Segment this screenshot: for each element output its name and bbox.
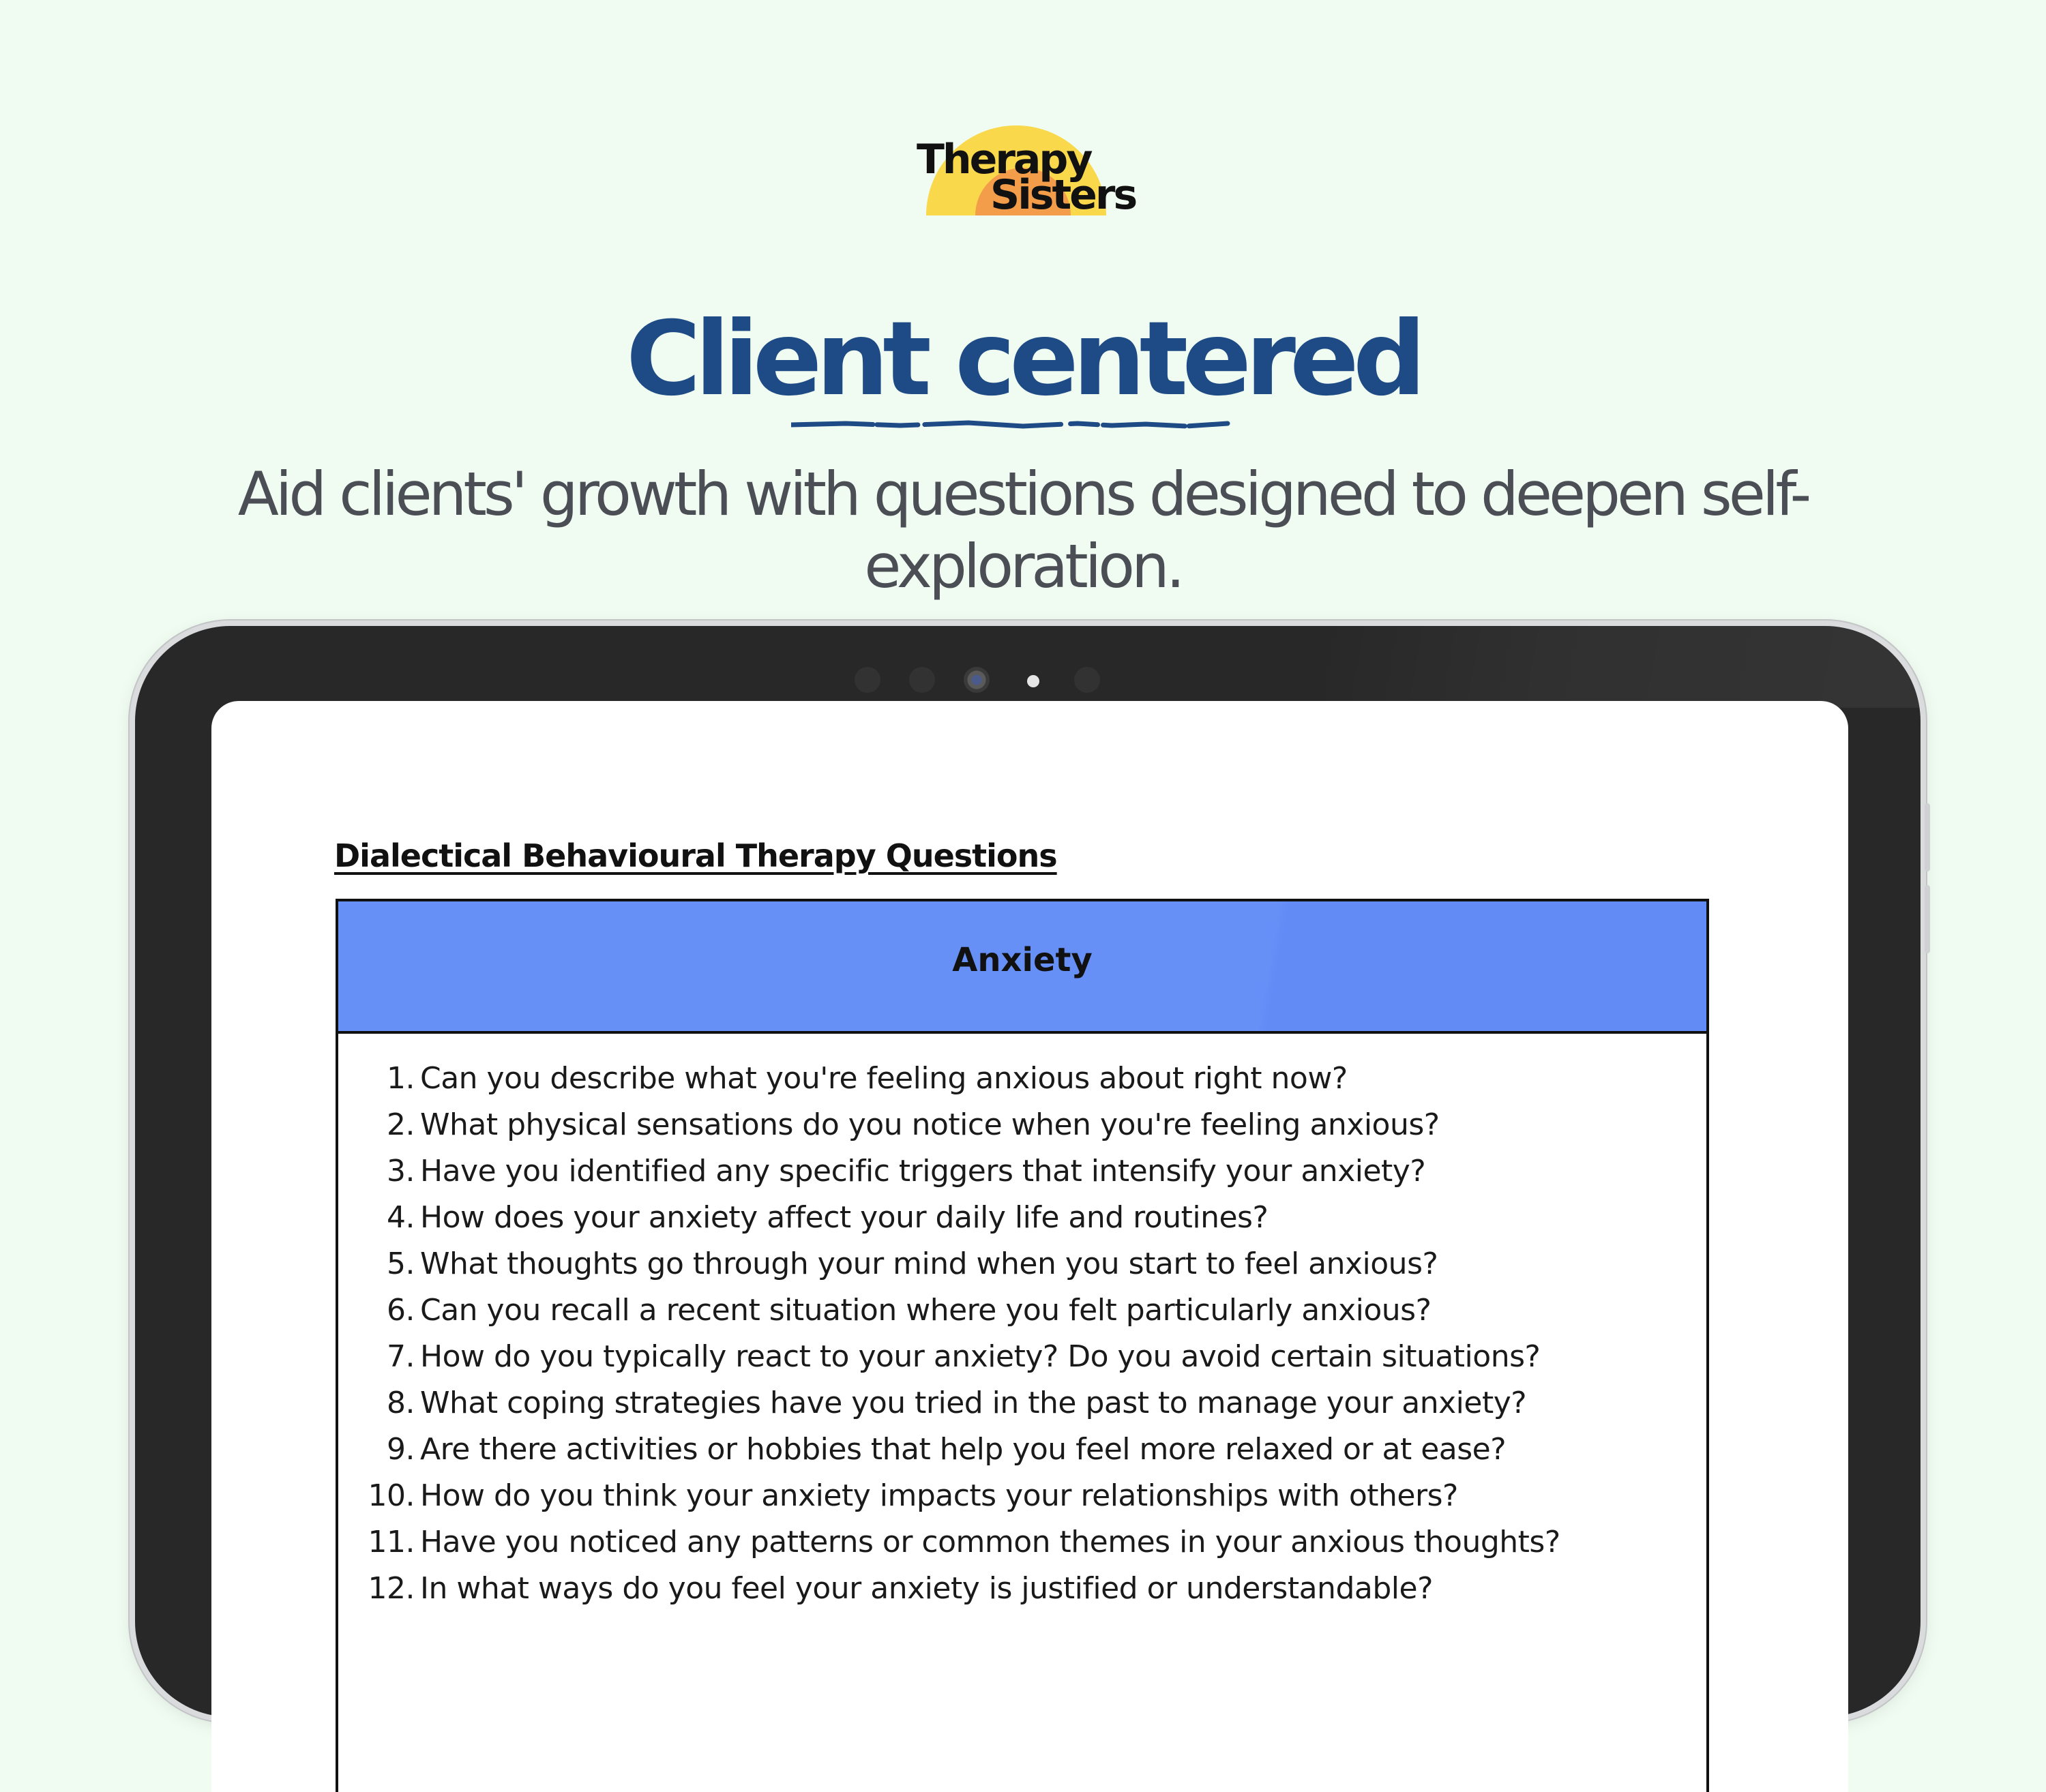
tablet-volume-button	[1925, 803, 1930, 871]
logo-text-sisters: Sisters	[990, 171, 1136, 219]
question-item	[338, 1061, 1706, 1107]
subtitle-line-2: exploration.	[864, 531, 1182, 601]
section-header	[338, 901, 1706, 1034]
question-text: Have you noticed any patterns or common themes in your anxious thoughts?	[420, 1525, 1560, 1559]
question-item	[338, 1154, 1706, 1200]
headline: Client centered	[625, 300, 1421, 419]
question-number: 2.	[387, 1107, 415, 1142]
question-item	[338, 1525, 1706, 1571]
subtitle-line-1: Aid clients' growth with questions designed to deepen self-	[237, 459, 1809, 529]
sensor-icon	[1074, 667, 1100, 693]
question-item	[338, 1293, 1706, 1339]
question-list	[338, 1034, 1706, 1617]
question-text: What thoughts go through your mind when you start to feel anxious?	[420, 1246, 1438, 1281]
question-text: What physical sensations do you notice when you're feeling anxious?	[420, 1107, 1440, 1142]
question-text: How do you think your anxiety impacts your relationships with others?	[420, 1478, 1458, 1513]
question-item	[338, 1200, 1706, 1246]
sensor-icon	[909, 667, 935, 693]
question-text: Are there activities or hobbies that help you feel more relaxed or at ease?	[420, 1432, 1507, 1467]
question-number: 12.	[368, 1571, 415, 1606]
question-number: 6.	[387, 1293, 415, 1328]
question-item	[338, 1246, 1706, 1293]
tablet-reflection	[1320, 626, 1921, 708]
question-number: 5.	[387, 1246, 415, 1281]
tablet-volume-button	[1925, 885, 1930, 953]
questions-table	[336, 899, 1709, 1792]
question-number: 7.	[387, 1339, 415, 1374]
question-number: 11.	[368, 1525, 415, 1559]
tablet-device	[135, 626, 1921, 1717]
question-number: 8.	[387, 1386, 415, 1420]
question-text: Can you describe what you're feeling anxious about right now?	[420, 1061, 1348, 1096]
question-number: 10.	[368, 1478, 415, 1513]
question-item	[338, 1107, 1706, 1154]
question-item	[338, 1478, 1706, 1525]
question-item	[338, 1386, 1706, 1432]
question-text: Have you identified any specific triggers that intensify your anxiety?	[420, 1154, 1426, 1189]
question-number: 9.	[387, 1432, 415, 1467]
question-text: In what ways do you feel your anxiety is justified or understandable?	[420, 1571, 1433, 1606]
section-label: Anxiety	[952, 941, 1093, 979]
headline-underline	[791, 419, 1323, 430]
camera-icon	[964, 667, 990, 693]
question-text: What coping strategies have you tried in the past to manage your anxiety?	[420, 1386, 1527, 1420]
question-item	[338, 1571, 1706, 1617]
question-text: How does your anxiety affect your daily life and routines?	[420, 1200, 1269, 1235]
question-item	[338, 1339, 1706, 1386]
subtitle	[205, 458, 1841, 603]
question-text: Can you recall a recent situation where you felt particularly anxious?	[420, 1293, 1432, 1328]
question-number: 1.	[387, 1061, 415, 1096]
question-text: How do you typically react to your anxiety? Do you avoid certain situations?	[420, 1339, 1541, 1374]
question-item	[338, 1432, 1706, 1478]
logo-text-therapy: Therapy	[917, 136, 1091, 183]
tablet-screen	[211, 701, 1848, 1792]
question-number: 3.	[387, 1154, 415, 1189]
document-title: Dialectical Behavioural Therapy Questions	[334, 837, 1057, 874]
light-sensor-icon	[1027, 675, 1039, 687]
sensor-icon	[855, 667, 880, 693]
therapy-sisters-logo	[914, 115, 1136, 219]
question-number: 4.	[387, 1200, 415, 1235]
